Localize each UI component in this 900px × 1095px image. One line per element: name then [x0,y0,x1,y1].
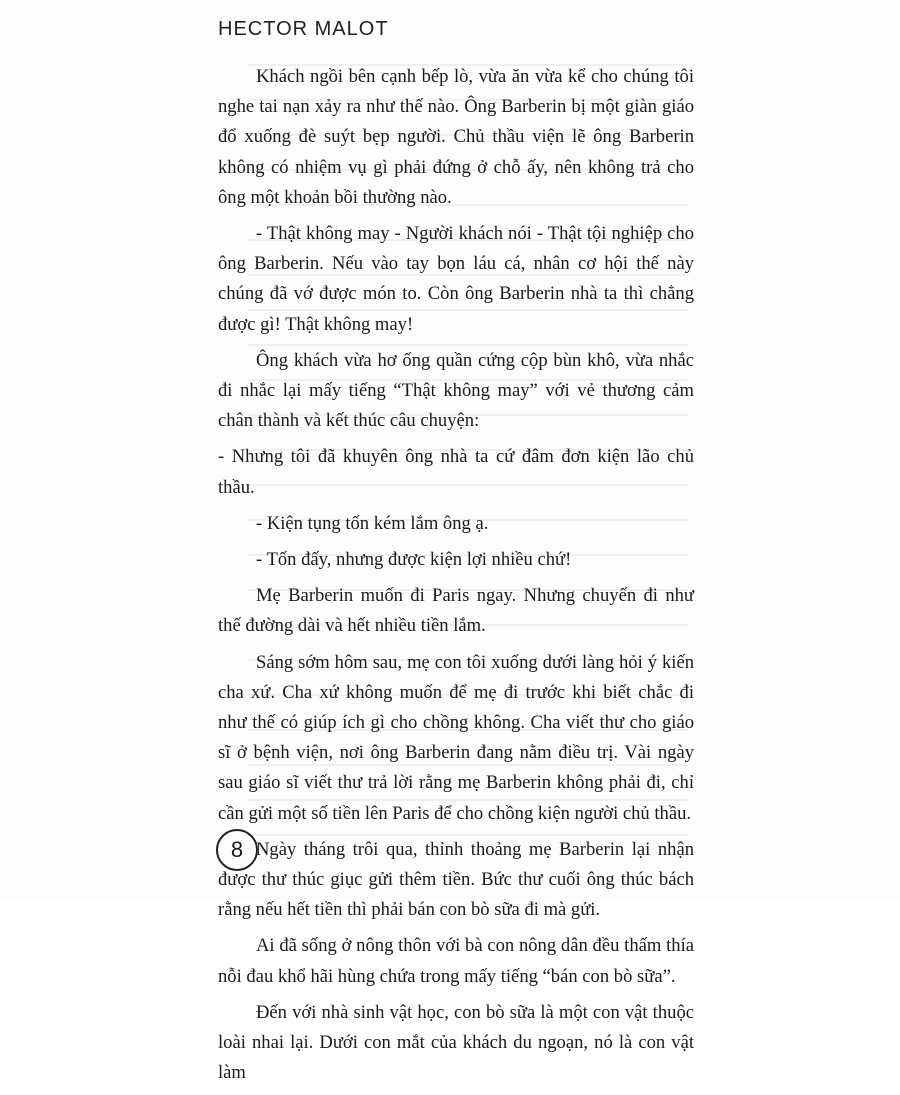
paragraph: - Tốn đấy, nhưng được kiện lợi nhiều chứ! [256,549,572,571]
paragraph: - Kiện tụng tốn kém lắm ông ạ. [256,512,489,534]
body-text [218,62,694,1095]
running-header-author: HECTOR MALOT [218,18,389,40]
paragraph: - Thật không may - Người khách nói - Thật tội nghiệp cho ông Barberin. Nếu vào tay bọn láu cá, nhân cơ hội thế này chúng đã vớ được món to. Còn ông Barberin nhà ta thì chẳng được gì! Thật không may! [218,223,694,335]
paragraph: Khách ngồi bên cạnh bếp lò, vừa ăn vừa kể cho chúng tôi nghe tai nạn xảy ra như thế nào. Ông Barberin bị một giàn giáo đổ xuống đè suýt bẹp người. Chủ thầu viện lẽ ông Barberin không có nhiệm vụ gì phải đứng ở chỗ ấy, nên không trả cho ông một khoản bồi thường nào. [218,66,694,208]
paragraph: Ông khách vừa hơ ống quần cứng cộp bùn khô, vừa nhắc đi nhắc lại mấy tiếng “Thật không may” với vẻ thương cảm chân thành và kết thúc câu chuyện: [218,349,694,432]
paragraph: Mẹ Barberin muốn đi Paris ngay. Nhưng chuyến đi như thế đường dài và hết nhiều tiền lắm. [218,585,694,637]
page-number: 8 [216,829,258,871]
paragraph: - Nhưng tôi đã khuyên ông nhà ta cứ đâm đơn kiện lão chủ thầu. [218,446,694,498]
paragraph: Ngày tháng trôi qua, thỉnh thoảng mẹ Barberin lại nhận được thư thúc giục gửi thêm tiền. Bức thư cuối ông thúc bách rằng nếu hết tiền thì phải bán con bò sữa đi mà gửi. [218,838,694,921]
paragraph: Đến với nhà sinh vật học, con bò sữa là một con vật thuộc loài nhai lại. Dưới con mắt của khách du ngoạn, nó là con vật làm [218,1001,694,1084]
paragraph: Ai đã sống ở nông thôn với bà con nông dân đều thấm thía nỗi đau khổ hãi hùng chứa trong mấy tiếng “bán con bò sữa”. [218,935,694,987]
paragraph: Sáng sớm hôm sau, mẹ con tôi xuống dưới làng hỏi ý kiến cha xứ. Cha xứ không muốn để mẹ đi trước khi biết chắc đi như thế có giúp ích gì cho chồng không. Cha viết thư cho giáo sĩ ở bệnh viện, nơi ông Barberin đang nằm điều trị. Vài ngày sau giáo sĩ viết thư trả lời rằng mẹ Barberin không phải đi, chỉ cần gửi một số tiền lên Paris để cho chồng kiện người chủ thầu. [218,651,694,824]
